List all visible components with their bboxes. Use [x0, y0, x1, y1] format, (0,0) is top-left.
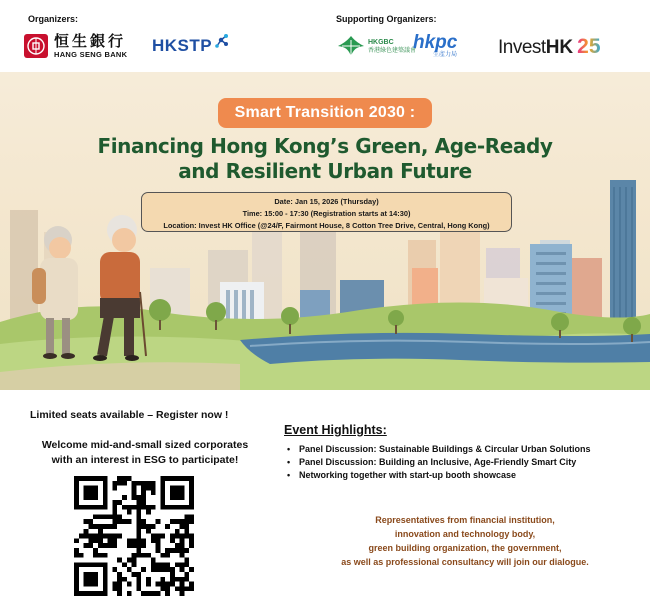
reps-line-4: as well as professional consultancy will join our dialogue.	[341, 557, 589, 567]
hkstp-wordmark: HKSTP	[152, 36, 213, 55]
investhk-hk: HK	[545, 37, 574, 58]
welcome-message	[20, 438, 270, 468]
welcome-line-2: with an interest in ESG to participate!	[51, 454, 239, 466]
hkgbc-abbr: HKGBC	[368, 39, 394, 47]
event-tag: Smart Transition 2030 :	[218, 98, 432, 128]
hang-seng-english-name: HANG SENG BANK	[54, 50, 128, 59]
reps-line-2: innovation and technology body,	[394, 529, 536, 539]
hkpc-logo	[413, 33, 457, 58]
investhk-invest: Invest	[498, 37, 546, 58]
hkpc-wordmark: hkpc	[413, 32, 458, 53]
event-date: Date: Jan 15, 2026 (Thursday)	[274, 197, 379, 206]
highlight-item: • Networking together with start-up booth showcase	[285, 469, 645, 482]
hkgbc-chinese: 香港綠色建築議會	[368, 47, 417, 54]
representatives-note	[300, 513, 630, 569]
headline-line-2: and Resilient Urban Future	[178, 159, 472, 183]
reps-line-3: green building organization, the government,	[368, 543, 562, 553]
header	[0, 0, 650, 72]
event-info-section	[0, 390, 650, 616]
investhk-25: 25	[577, 35, 601, 58]
limited-seats-notice: Limited seats available – Register now !	[30, 409, 229, 421]
headline-line-1: Financing Hong Kong’s Green, Age-Ready	[97, 134, 553, 158]
hang-seng-bank-logo	[24, 34, 127, 59]
supporting-organizers-label: Supporting Organizers:	[336, 14, 437, 24]
highlights-list	[285, 443, 645, 482]
hkgbc-logo	[336, 34, 416, 60]
highlight-item: • Panel Discussion: Sustainable Buildings & Circular Urban Solutions	[285, 443, 645, 456]
event-headline	[90, 134, 560, 184]
registration-qr-code[interactable]	[74, 476, 194, 596]
event-banner	[0, 72, 650, 390]
hang-seng-chinese-name: 恒生銀行	[54, 32, 127, 50]
highlights-title: Event Highlights:	[284, 423, 387, 437]
highlight-item: • Panel Discussion: Building an Inclusive, Age-Friendly Smart City	[285, 456, 645, 469]
welcome-line-1: Welcome mid-and-small sized corporates	[41, 439, 249, 451]
event-details-box	[141, 192, 512, 232]
event-location: Location: Invest HK Office (@24/F, Fairmont House, 8 Cotton Tree Drive, Central, Hong Kong)	[163, 221, 490, 230]
investhk-25-logo	[498, 35, 601, 59]
hkgbc-leaf-icon	[336, 34, 366, 60]
hang-seng-coin-icon	[24, 34, 48, 58]
reps-line-1: Representatives from financial institution,	[375, 515, 555, 525]
hkstp-molecule-icon	[213, 32, 229, 50]
organizers-label: Organizers:	[28, 14, 79, 24]
hkpc-chinese: 生產力局	[433, 52, 458, 58]
hkstp-logo	[152, 36, 229, 56]
event-time: Time: 15:00 - 17:30 (Registration starts at 14:30)	[242, 209, 411, 218]
